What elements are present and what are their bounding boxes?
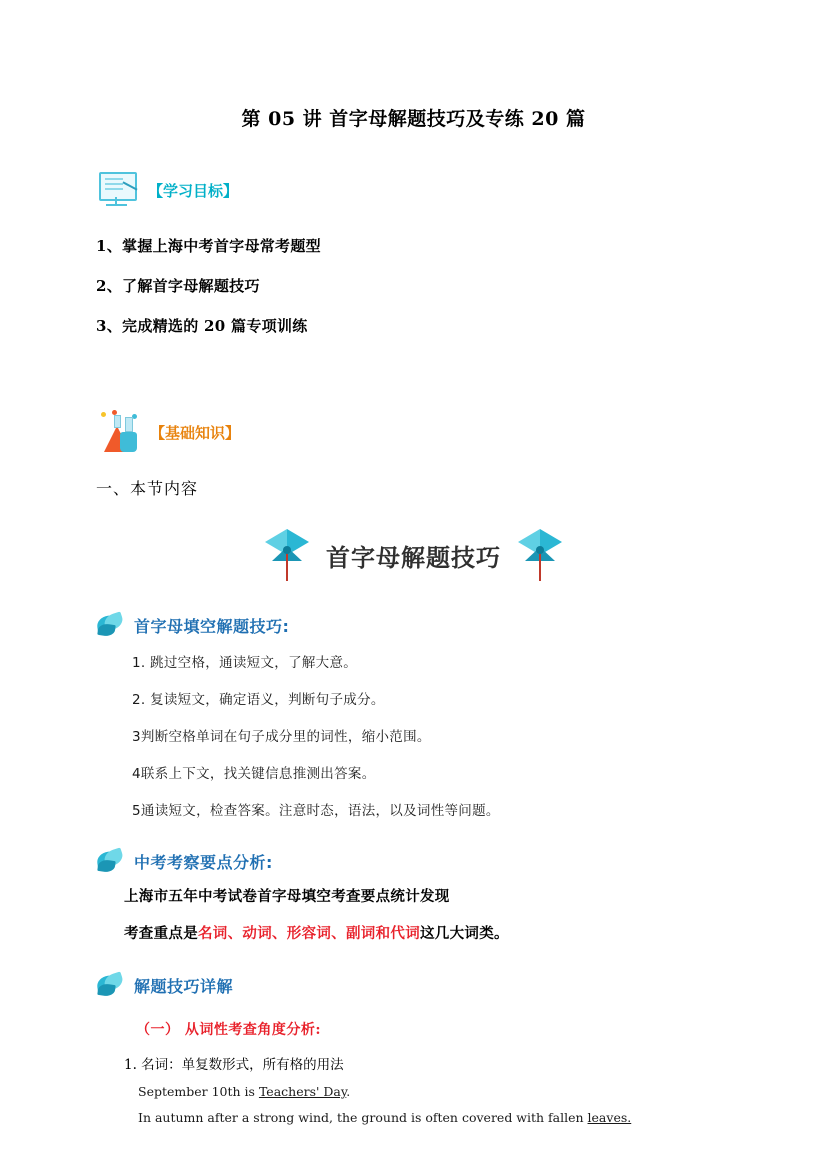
- basics-heading-label: 【基础知识】: [150, 423, 241, 442]
- objectives-heading: [96, 171, 731, 209]
- analysis-line: 上海市五年中考试卷首字母填空考查要点统计发现: [124, 888, 450, 905]
- basics-subheading: 一、本节内容: [96, 479, 199, 498]
- analysis-prefix: 考查重点是: [124, 925, 198, 942]
- topic-banner: [96, 527, 731, 583]
- block-heading-exam-analysis: [96, 849, 731, 873]
- leaf-icon: [96, 973, 126, 997]
- list-item: 2、了解首字母解题技巧: [96, 277, 260, 295]
- exam-analysis-body: [96, 885, 731, 943]
- leaf-icon: [96, 849, 126, 873]
- detailed-point-1: 1. 名词：单复数形式，所有格的用法: [124, 1057, 344, 1073]
- example-sentence: [138, 1084, 731, 1099]
- list-item: 2. 复读短文，确定语义，判断句子成分。: [132, 692, 385, 708]
- leaf-icon: [96, 613, 126, 637]
- block-heading-techniques: [96, 613, 731, 637]
- list-item: 3判断空格单词在句子成分里的词性，缩小范围。: [132, 729, 431, 745]
- topic-banner-text: 首字母解题技巧: [326, 543, 501, 572]
- block-heading-label: 解题技巧详解: [134, 976, 234, 996]
- pinwheel-icon: [513, 527, 567, 583]
- page-title: 第 05 讲 首字母解题技巧及专练 20 篇: [241, 108, 586, 130]
- list-item: 1. 跳过空格，通读短文，了解大意。: [132, 655, 358, 671]
- block-heading-label: 中考考察要点分析:: [134, 852, 273, 872]
- example-sentence: [138, 1110, 731, 1125]
- example-underlined: Teachers' Day: [258, 1084, 347, 1099]
- list-item: 5通读短文，检查答案。注意时态，语法，以及词性等问题。: [132, 803, 500, 819]
- block-heading-label: 首字母填空解题技巧:: [134, 616, 290, 636]
- analysis-suffix: 这几大词类。: [420, 925, 509, 942]
- example-before: In autumn after a strong wind, the ground is often covered with fallen: [138, 1110, 588, 1125]
- detailed-sub-heading: （一） 从词性考查角度分析:: [136, 1022, 322, 1038]
- list-item: 1、掌握上海中考首字母常考题型: [96, 237, 321, 255]
- pinwheel-icon: [260, 527, 314, 583]
- analysis-line-highlight: [124, 922, 731, 943]
- basics-heading: [96, 410, 731, 454]
- block-heading-detailed: [96, 973, 731, 997]
- example-underlined: leaves.: [587, 1110, 632, 1125]
- example-before: September 10th is: [138, 1084, 259, 1099]
- blackboard-icon: [96, 171, 142, 209]
- list-item: 3、完成精选的 20 篇专项训练: [96, 317, 308, 335]
- example-after: .: [346, 1084, 351, 1099]
- list-item: 4联系上下文，找关键信息推测出答案。: [132, 766, 376, 782]
- objectives-list: [96, 235, 731, 336]
- objectives-heading-label: 【学习目标】: [148, 181, 239, 200]
- techniques-list: [96, 651, 731, 819]
- analysis-highlight: 名词、动词、形容词、副词和代词: [198, 925, 420, 942]
- flask-icon: [96, 410, 144, 454]
